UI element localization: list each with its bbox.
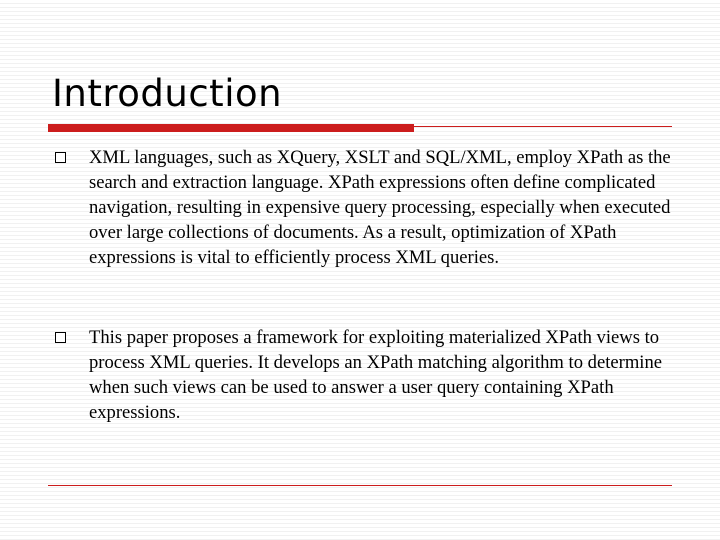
square-bullet-icon	[55, 152, 66, 163]
bullet-text-1: XML languages, such as XQuery, XSLT and SQL/XML, employ XPath as the search and extraction language. XPath expressions often define complicated navigation, resulting in expensive query processing, especially when executed over large collections of documents. As a result, optimization of XPath expressions is vital to efficiently process XML queries.	[89, 147, 671, 268]
bullet-item-1	[55, 145, 675, 270]
footer-divider-line	[48, 485, 672, 486]
title-divider-line	[414, 126, 672, 127]
slide-title: Introduction	[52, 72, 283, 115]
bullet-text-2: This paper proposes a framework for exploiting materialized XPath views to process XML queries. It develops an XPath matching algorithm to determine when such views can be used to answer a user query containing XPath expressions.	[89, 327, 662, 423]
square-bullet-icon	[55, 332, 66, 343]
bullet-item-2	[55, 325, 675, 425]
title-accent-bar	[48, 124, 414, 132]
